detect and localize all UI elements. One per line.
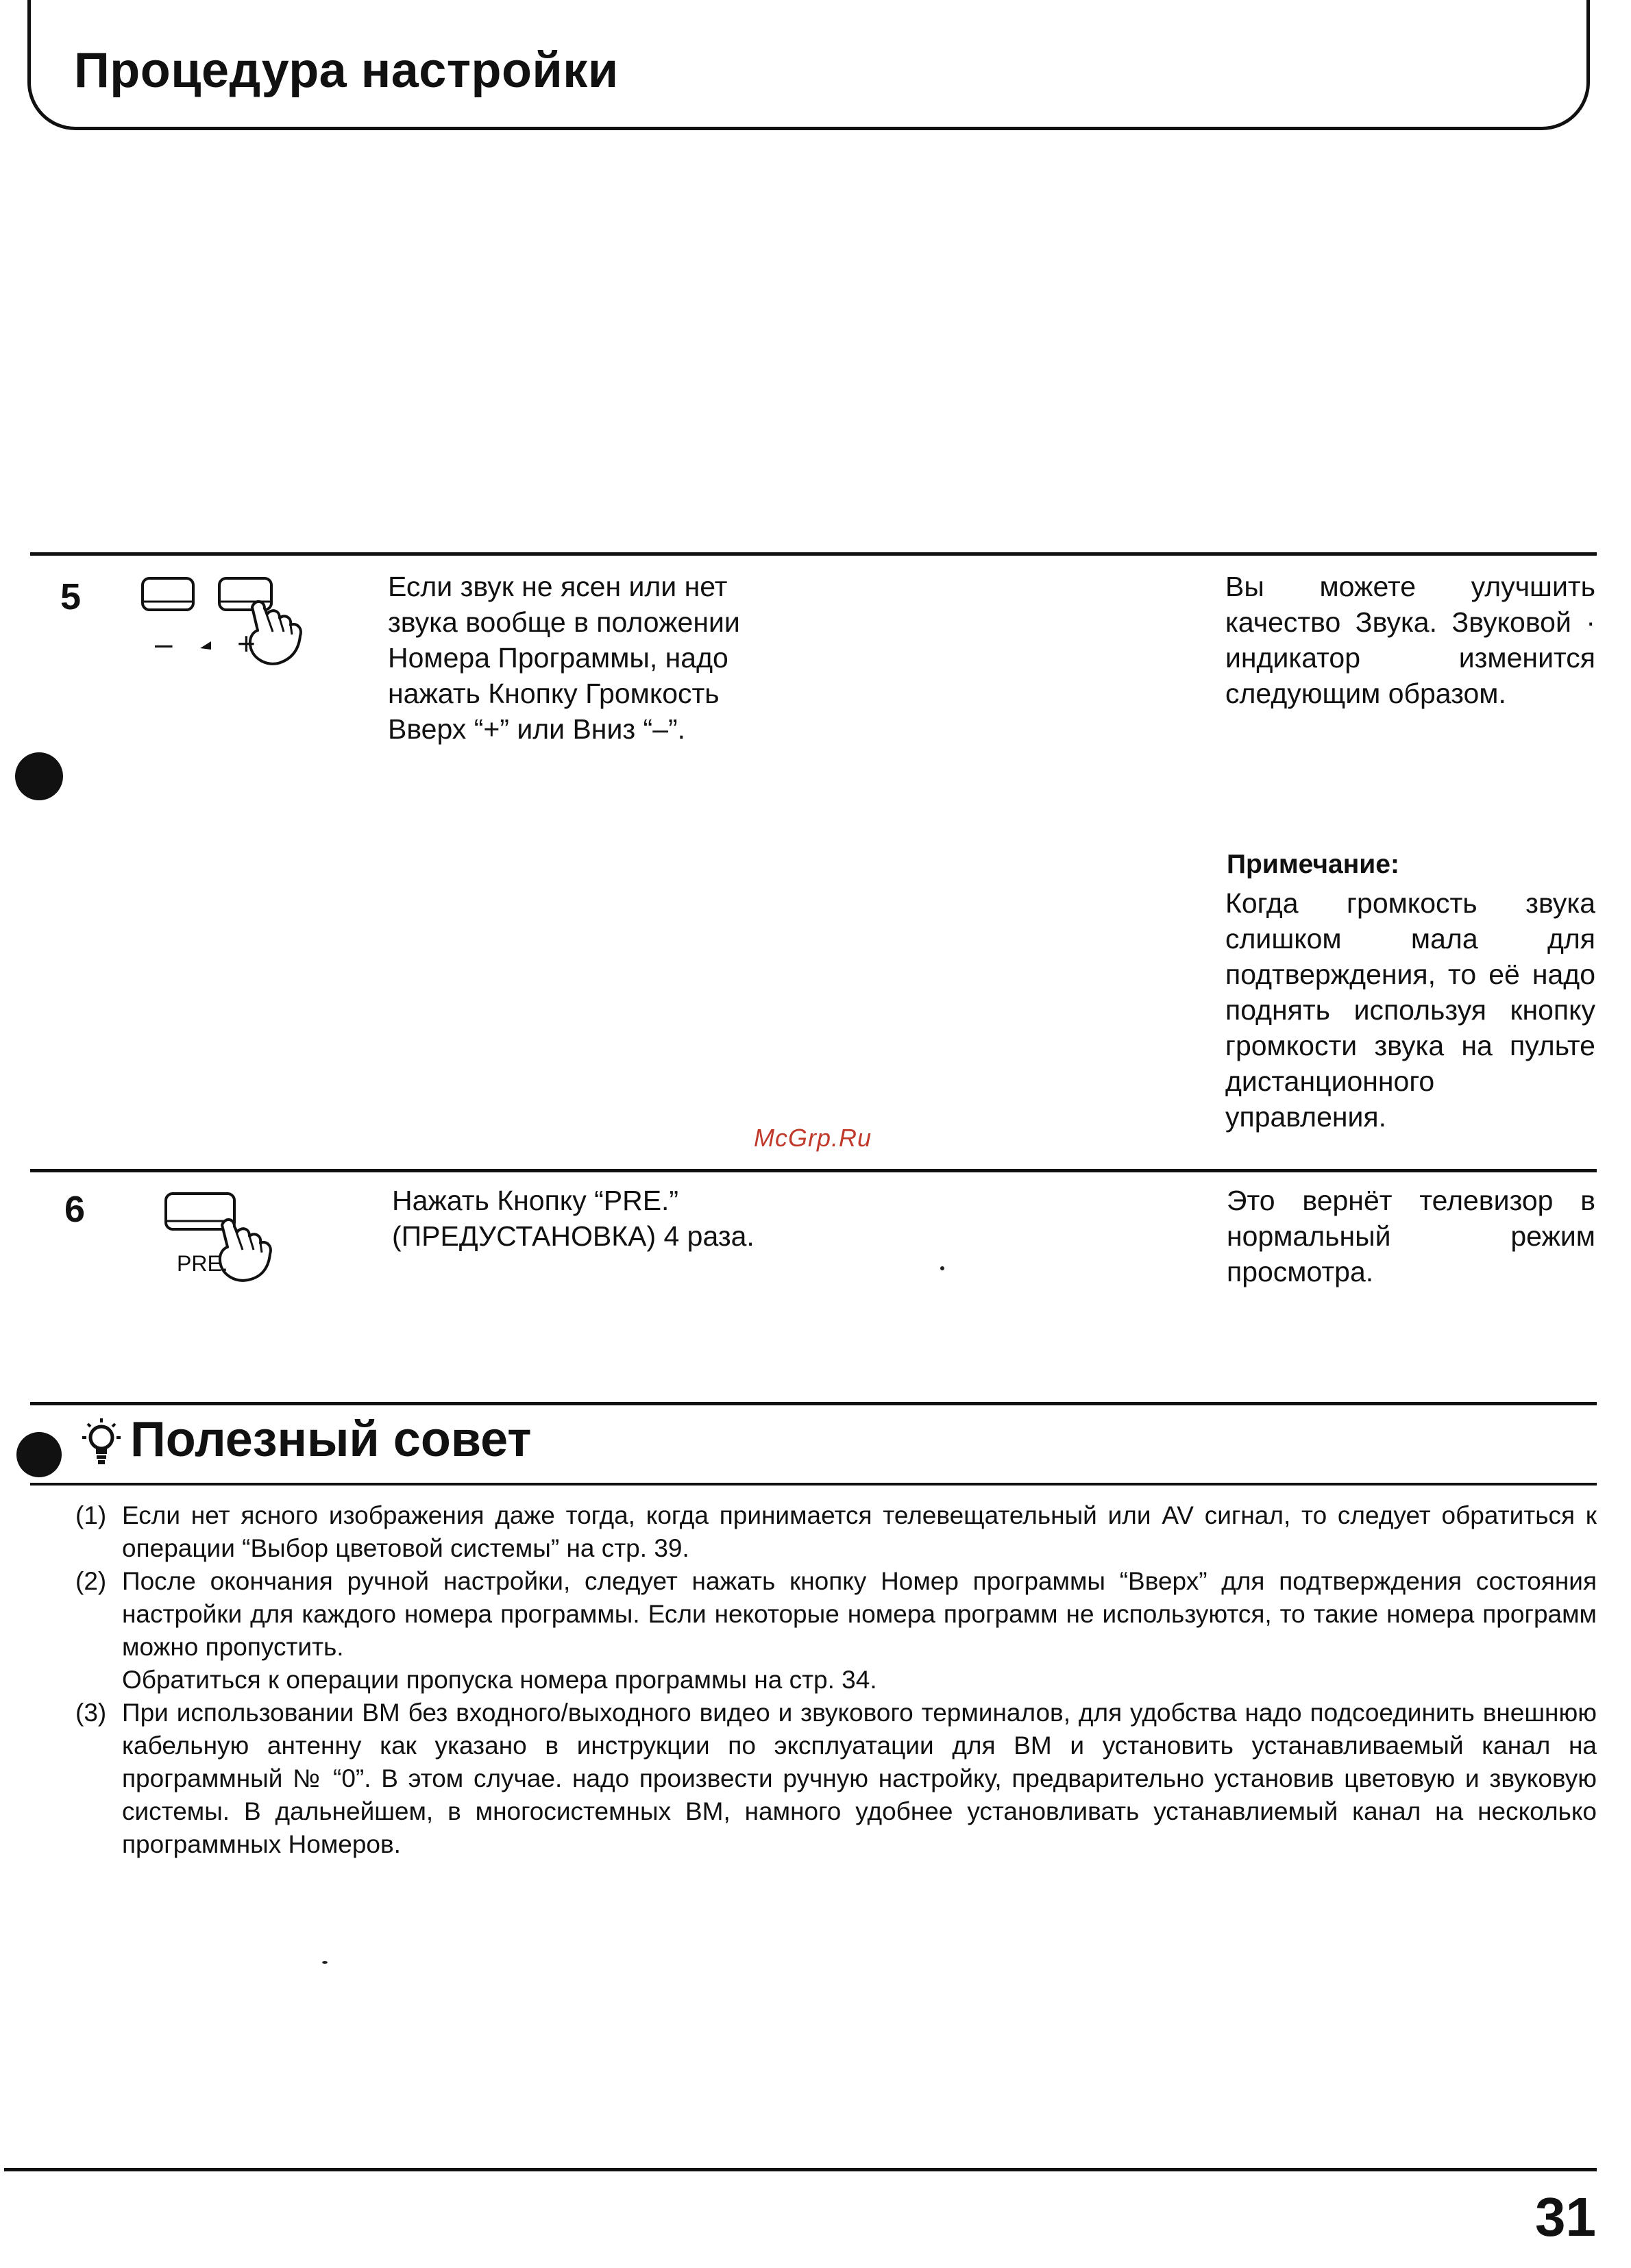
margin-bullet bbox=[16, 1432, 62, 1477]
pre-button-label: PRE. bbox=[177, 1251, 228, 1276]
tip-item-text: После окончания ручной настройки, следует нажать кнопку Номер программы “Вверх” для подтверждения состояния настройки для каждого номера программы. Если некоторые номера программ не используются, то такие номера программ можно пропустить. bbox=[122, 1567, 1597, 1661]
step-number: 5 bbox=[60, 576, 82, 617]
step-number: 6 bbox=[64, 1189, 86, 1230]
tip-item-number: (2) bbox=[75, 1567, 107, 1595]
volume-minus-label: – bbox=[155, 626, 173, 661]
print-speck bbox=[322, 1961, 328, 1964]
step-5-instruction: Если звук не ясен или нет звука вообще в положении Номера Программы, надо нажать Кнопку Громкость Вверх “+” или Вниз “–”. bbox=[388, 571, 740, 745]
step-6-instruction: Нажать Кнопку “PRE.” (ПРЕДУСТАНОВКА) 4 раза. bbox=[392, 1185, 755, 1252]
tip-item bbox=[75, 1565, 1597, 1697]
page-title: Процедура настройки bbox=[74, 43, 619, 98]
tip-item bbox=[75, 1499, 1597, 1565]
footer-rule bbox=[4, 2168, 1597, 2171]
note-title: Примечание: bbox=[1227, 850, 1399, 879]
volume-buttons-icon bbox=[137, 569, 336, 678]
note-text: Когда громкость звука слишком мала для подтверждения, то её надо поднять используя кнопку громкости звука на пульте дистанционного управления. bbox=[1225, 887, 1595, 1133]
tip-item-number: (3) bbox=[75, 1699, 107, 1727]
tip-item-number: (1) bbox=[75, 1501, 107, 1529]
section-divider bbox=[30, 552, 1597, 556]
section-divider bbox=[30, 1169, 1597, 1172]
watermark: McGrp.Ru bbox=[754, 1124, 872, 1152]
tip-title: Полезный совет bbox=[130, 1412, 532, 1467]
tip-item-text: При использовании ВМ без входного/выходного видео и звукового терминалов, для удобства надо подсоединить внешнюю кабельную антенну как указано в инструкции по эксплуатации для ВМ и установить устанавливаемый канал на программный № “0”. В этом случае. надо произвести ручную настройку, предварительно установив цветовую и звуковую системы. В дальнейшем, в многосистемных ВМ, намного удобнее установливать устанавлиемый канал на несколько программных Номеров. bbox=[122, 1699, 1597, 1858]
step-6-result: Это вернёт телевизор в нормальный режим просмотра. bbox=[1227, 1185, 1595, 1287]
tip-item-extra: Обратиться к операции пропуска номера программы на стр. 34. bbox=[122, 1666, 877, 1694]
tip-divider-bottom bbox=[30, 1483, 1597, 1486]
page-number: 31 bbox=[1535, 2186, 1596, 2247]
volume-plus-label: + bbox=[237, 626, 256, 661]
step-5-result: Вы можете улучшить качество Звука. Звуковой · индикатор изменится следующим образом. bbox=[1225, 571, 1595, 709]
tip-item bbox=[75, 1697, 1597, 1861]
margin-bullet bbox=[15, 752, 63, 800]
tip-divider-top bbox=[30, 1402, 1597, 1405]
print-speck bbox=[940, 1266, 944, 1270]
lightbulb-icon bbox=[74, 1416, 129, 1470]
tip-item-text: Если нет ясного изображения даже тогда, когда принимается телевещательный или AV сигнал, то следует обратиться к операции “Выбор цветовой системы” на стр. 39. bbox=[122, 1501, 1597, 1562]
